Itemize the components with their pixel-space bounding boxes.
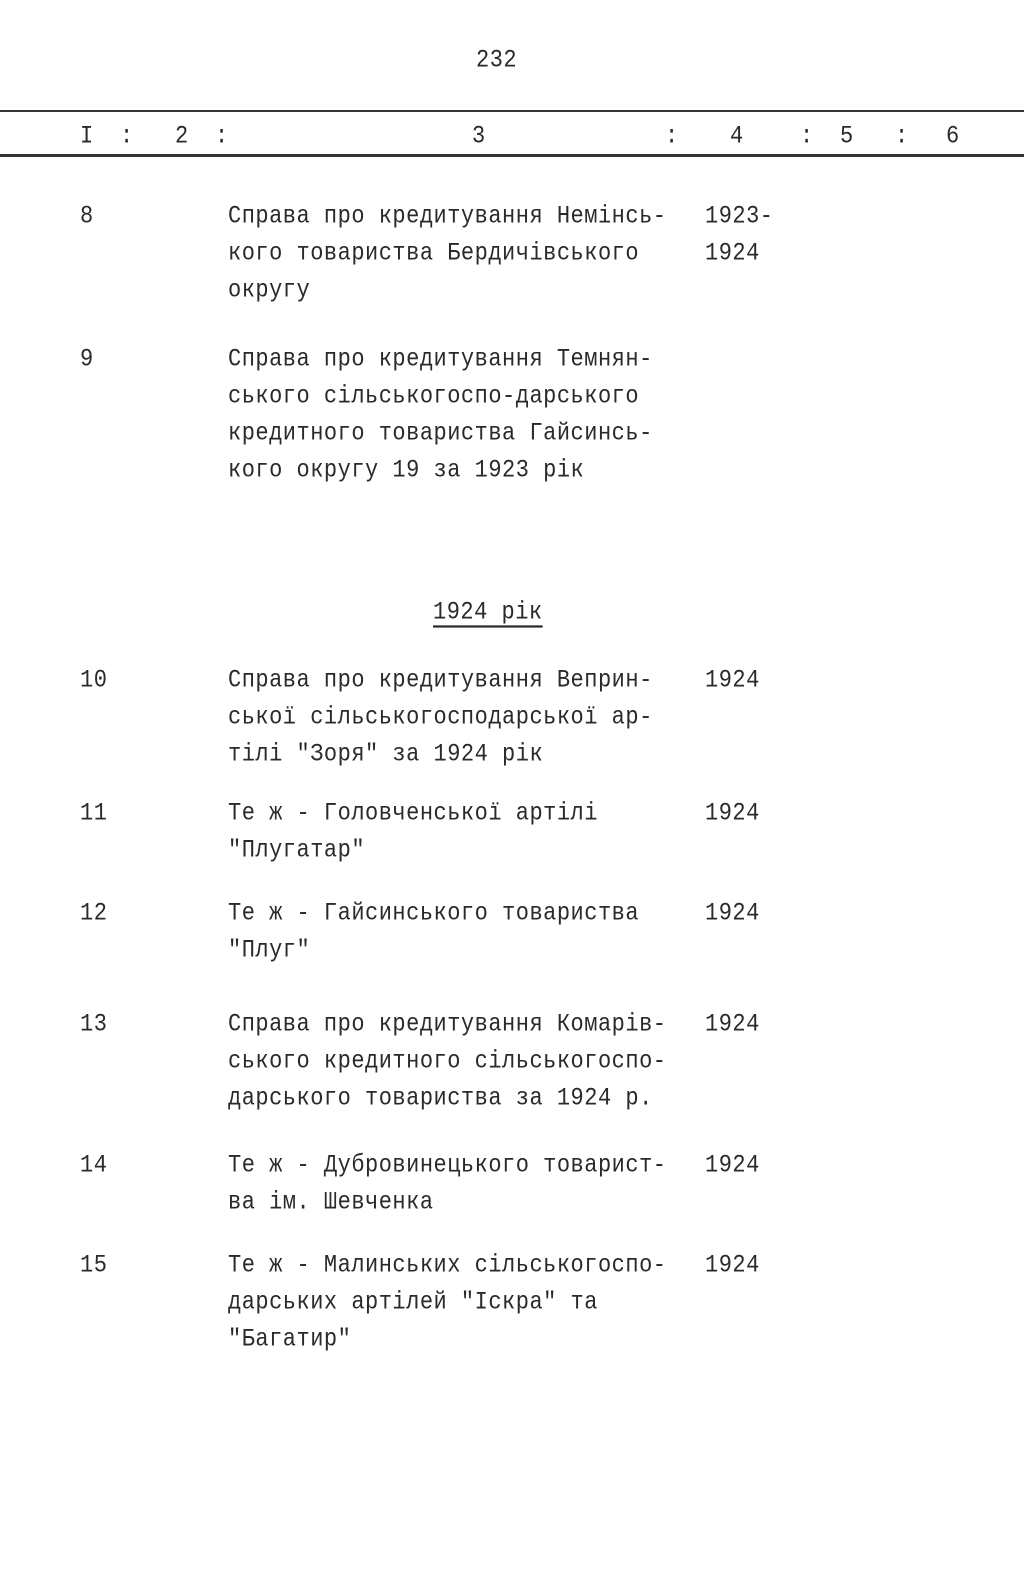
page-number: 232 [476,46,518,75]
date-line: 1923- [705,202,774,231]
description-line: Те ж - Дубровинецького товарист- [228,1151,667,1180]
entry-description [228,895,639,969]
description-line: дарського товариства за 1924 р. [228,1084,653,1113]
date-line: 1924 [705,799,760,828]
column-header-2: 2 [175,122,189,151]
entry-number: 15 [80,1251,108,1280]
entry-dates [705,198,774,272]
description-line: ського сільськогоспо-дарського [228,382,640,411]
date-line: 1924 [705,1151,760,1180]
entry-dates [705,1247,760,1284]
description-line: ської сільськогосподарської ар- [228,703,653,732]
entry-number: 9 [80,345,94,374]
entry-number: 13 [80,1010,108,1039]
entry-description [228,341,653,489]
entry-number: 12 [80,899,108,928]
description-line: Справа про кредитування Немінсь- [228,202,667,231]
description-line: кого округу 19 за 1923 рік [228,456,585,485]
date-line: 1924 [705,1010,760,1039]
entry-description [228,1147,666,1221]
header-top-rule [0,110,1024,112]
column-header-3: 3 [472,122,486,151]
description-line: Те ж - Малинських сільськогоспо- [228,1251,667,1280]
entry-number: 11 [80,799,108,828]
entry-dates [705,895,760,932]
entry-description [228,1247,666,1358]
description-line: кредитного товариства Гайсинсь- [228,419,653,448]
description-line: ва ім. Шевченка [228,1188,434,1217]
description-line: округу [228,276,311,305]
entry-number: 8 [80,202,94,231]
column-separator: : [215,122,229,151]
column-separator: : [895,122,909,151]
entry-description [228,198,666,309]
entry-number: 14 [80,1151,108,1180]
description-line: Те ж - Головченської артілі [228,799,598,828]
description-line: ського кредитного сільськогоспо- [228,1047,667,1076]
column-separator: : [665,122,679,151]
column-header-6: 6 [946,122,960,151]
entry-number: 10 [80,666,108,695]
header-bottom-rule [0,154,1024,157]
column-separator: : [120,122,134,151]
description-line: кого товариства Бердичівського [228,239,640,268]
entry-description [228,1006,666,1117]
entry-dates [705,1147,760,1184]
description-line: "Плуг" [228,936,311,965]
date-line: 1924 [705,899,760,928]
description-line: Те ж - Гайсинського товариства [228,899,640,928]
column-header-4: 4 [730,122,744,151]
date-line: 1924 [705,239,760,268]
date-line: 1924 [705,1251,760,1280]
section-heading: 1924 рік [433,598,543,627]
description-line: "Плугатар" [228,836,366,865]
description-line: "Багатир" [228,1325,352,1354]
description-line: тілі "Зоря" за 1924 рік [228,740,544,769]
description-line: Справа про кредитування Веприн- [228,666,653,695]
description-line: дарських артілей "Іскра" та [228,1288,598,1317]
column-header-1: I [80,122,94,151]
entry-description [228,795,598,869]
description-line: Справа про кредитування Темнян- [228,345,653,374]
entry-dates [705,662,760,699]
column-header-5: 5 [840,122,854,151]
entry-dates [705,1006,760,1043]
description-line: Справа про кредитування Комарів- [228,1010,667,1039]
column-separator: : [800,122,814,151]
entry-dates [705,795,760,832]
date-line: 1924 [705,666,760,695]
entry-description [228,662,653,773]
